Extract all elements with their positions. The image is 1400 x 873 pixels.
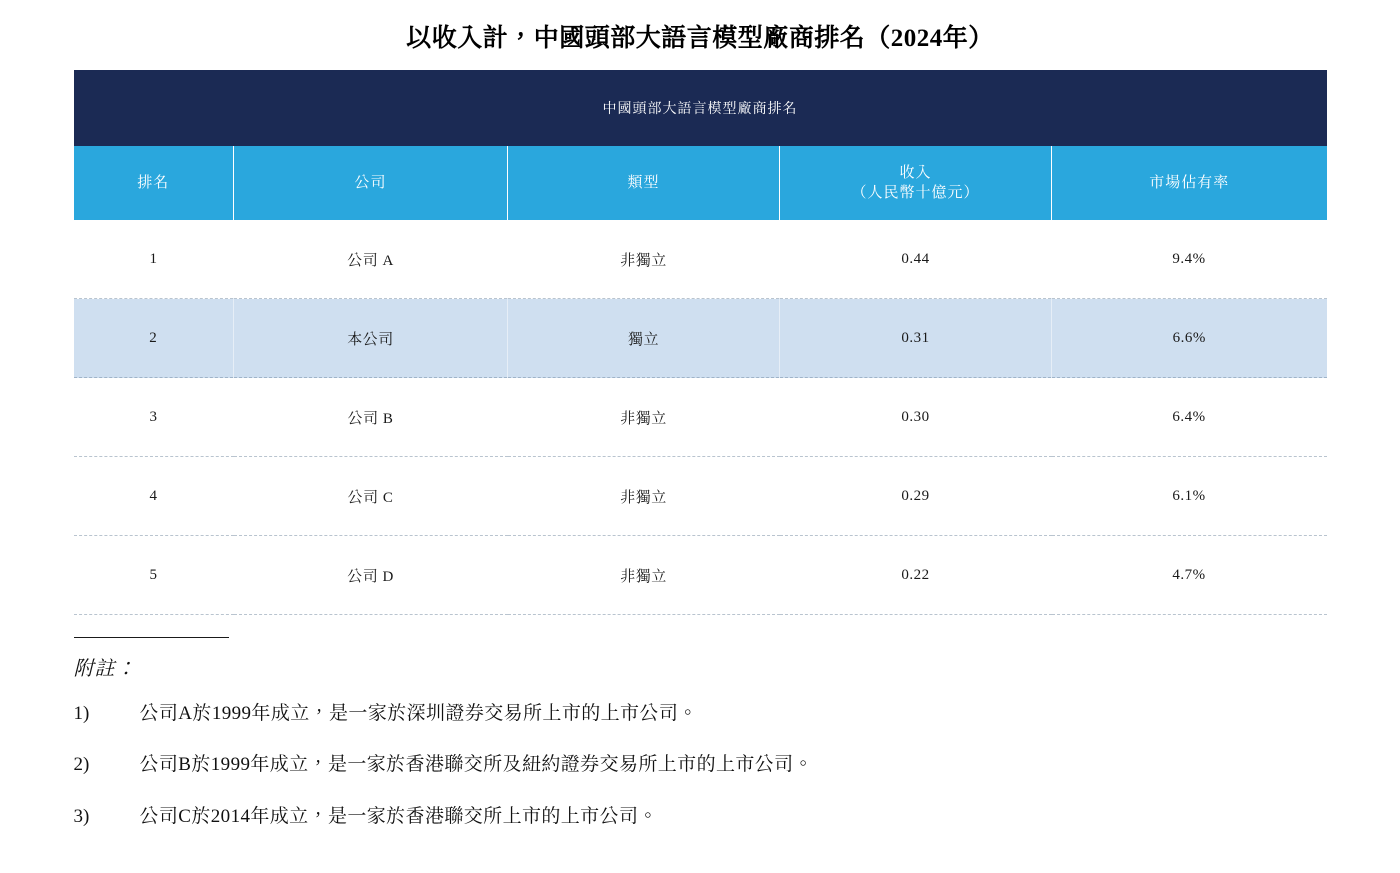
page-title: 以收入計，中國頭部大語言模型廠商排名（2024年） <box>406 25 994 52</box>
cell-type: 獨立 <box>508 299 780 378</box>
table-band-title: 中國頭部大語言模型廠商排名 <box>74 70 1327 146</box>
cell-market-share: 9.4% <box>1052 220 1327 299</box>
cell-revenue: 0.31 <box>780 299 1052 378</box>
cell-rank: 1 <box>74 220 234 299</box>
table-row-highlighted <box>74 299 1327 378</box>
cell-revenue: 0.29 <box>780 457 1052 536</box>
column-header-revenue-line1: 收入 <box>899 164 932 181</box>
cell-rank: 5 <box>74 536 234 615</box>
table-head <box>74 70 1327 146</box>
note-item <box>74 750 1327 779</box>
cell-rank: 4 <box>74 457 234 536</box>
note-number: 3) <box>73 805 90 827</box>
cell-company: 公司 C <box>234 457 508 536</box>
cell-type: 非獨立 <box>508 378 780 457</box>
table-row <box>74 220 1327 299</box>
notes-label: 附註： <box>73 658 137 680</box>
ranking-table <box>74 70 1327 615</box>
cell-type: 非獨立 <box>508 220 780 299</box>
table-column-headers <box>74 146 1327 220</box>
cell-company: 公司 B <box>234 378 508 457</box>
column-header-type: 類型 <box>508 146 780 220</box>
cell-market-share: 6.1% <box>1052 457 1327 536</box>
cell-company: 公司 D <box>234 536 508 615</box>
column-header-revenue <box>780 146 1052 220</box>
column-header-market-share: 市場佔有率 <box>1052 146 1327 220</box>
cell-type: 非獨立 <box>508 457 780 536</box>
table-row <box>74 457 1327 536</box>
column-header-revenue-line2: （人民幣十億元） <box>851 185 980 201</box>
cell-company: 公司 A <box>234 220 508 299</box>
note-item <box>74 802 1327 831</box>
cell-rank: 3 <box>74 378 234 457</box>
note-number: 2) <box>73 754 90 776</box>
cell-market-share: 6.4% <box>1052 378 1327 457</box>
note-text: 公司C於2014年成立，是一家於香港聯交所上市的上市公司。 <box>139 805 658 827</box>
table-row <box>74 536 1327 615</box>
ranking-table-container <box>74 70 1327 615</box>
notes-divider <box>74 637 229 638</box>
cell-market-share: 4.7% <box>1052 536 1327 615</box>
cell-revenue: 0.44 <box>780 220 1052 299</box>
note-number: 1) <box>73 703 90 724</box>
note-text: 公司B於1999年成立，是一家於香港聯交所及紐約證券交易所上市的上市公司。 <box>139 754 813 776</box>
note-text: 公司A於1999年成立，是一家於深圳證券交易所上市的上市公司。 <box>139 703 698 724</box>
cell-type: 非獨立 <box>508 536 780 615</box>
table-header-row <box>74 146 1327 220</box>
cell-market-share: 6.6% <box>1052 299 1327 378</box>
cell-rank: 2 <box>74 299 234 378</box>
table-body <box>74 220 1327 615</box>
note-item <box>74 699 1327 728</box>
table-row <box>74 378 1327 457</box>
table-band-title-row <box>74 70 1327 146</box>
notes-section <box>74 615 1327 831</box>
cell-revenue: 0.22 <box>780 536 1052 615</box>
cell-company: 本公司 <box>234 299 508 378</box>
column-header-company: 公司 <box>234 146 508 220</box>
column-header-rank: 排名 <box>74 146 234 220</box>
cell-revenue: 0.30 <box>780 378 1052 457</box>
